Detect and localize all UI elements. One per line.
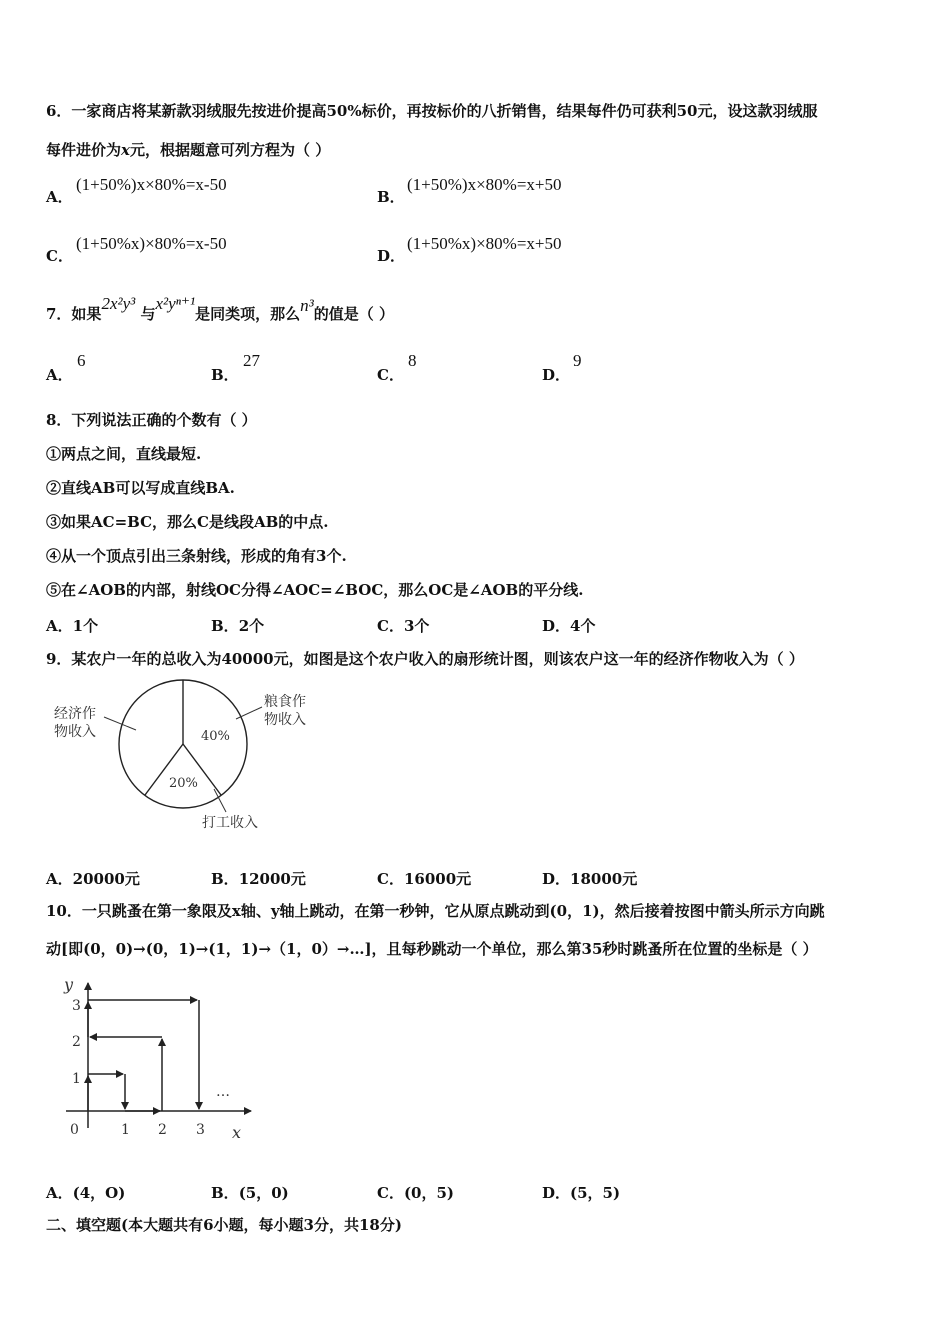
q7-option-b-label: B． (211, 366, 239, 384)
q6-option-c-formula: (1+50%x)×80%=x-50 (76, 234, 227, 253)
pie-leader-economic (104, 717, 136, 730)
y-axis-label: y (64, 975, 74, 994)
q8-option-d: D．4个 (542, 617, 596, 635)
pie-label-economic-1: 经济作 (54, 706, 96, 722)
y-tick-3: 3 (72, 998, 81, 1014)
q6-option-c-label: C． (46, 247, 73, 265)
pie-label-grain-1: 粮食作 (264, 694, 306, 710)
pie-pct-work: 20% (169, 776, 198, 791)
q7-stem: 7．如果2x²y³ 与x²yⁿ⁺¹是同类项，那么n³的值是（ ） (46, 294, 394, 323)
x-tick-2: 2 (158, 1122, 167, 1138)
q10-stem-line2: 动[即(0，0)→(0，1)→(1，1)→（1，0）→…]，且每秒跳动一个单位，那么第35秒时跳蚤所在位置的坐标是（ ） (46, 940, 818, 958)
q9-option-c: C．16000元 (377, 870, 472, 888)
q10-stem-line1: 10．一只跳蚤在第一象限及x轴、y轴上跳动，在第一秒钟，它从原点跳动到(0，1)，然后接着按图中箭头所示方向跳 (46, 902, 825, 920)
q6-stem-line1: 6．一家商店将某新款羽绒服先按进价提高50%标价，再按标价的八折销售，结果每件仍可获利50元，设这款羽绒服 (46, 102, 818, 120)
x-tick-3: 3 (196, 1122, 205, 1138)
q6-option-b-label: B． (377, 188, 405, 206)
section-2-heading: 二、填空题(本大题共有6小题，每小题3分，共18分) (46, 1216, 402, 1234)
q7-option-a-value: 6 (77, 351, 86, 370)
q8-option-a: A．1个 (46, 617, 99, 635)
pie-label-work: 打工收入 (202, 815, 258, 831)
q8-statement-2: ②直线AB可以写成直线BA. (46, 479, 235, 497)
origin-label: 0 (70, 1122, 79, 1138)
path-ellipsis: … (216, 1084, 230, 1100)
q7-option-d-label: D． (542, 366, 571, 384)
q8-statement-3: ③如果AC=BC，那么C是线段AB的中点. (46, 513, 329, 531)
pie-leader-grain (236, 707, 262, 719)
q6-stem-line2: 每件进价为x元，根据题意可列方程为（ ） (46, 141, 331, 159)
q6-option-d-label: D． (377, 247, 406, 265)
q6-option-a-label: A． (46, 188, 73, 206)
q8-option-c: C．3个 (377, 617, 430, 635)
q6-option-a-formula: (1+50%)x×80%=x-50 (76, 175, 227, 194)
q10-option-d: D．(5，5) (542, 1184, 621, 1202)
q9-stem: 9．某农户一年的总收入为40000元，如图是这个农户收入的扇形统计图，则该农户这一年的经济作物收入为（ ） (46, 650, 804, 668)
q8-option-b: B．2个 (211, 617, 265, 635)
q8-statement-4: ④从一个顶点引出三条射线，形成的角有3个. (46, 547, 347, 565)
q9-option-b: B．12000元 (211, 870, 306, 888)
q7-option-c-label: C． (377, 366, 404, 384)
x-axis-label: x (232, 1123, 242, 1142)
pie-label-grain-2: 物收入 (264, 712, 306, 728)
q6-option-b-formula: (1+50%)x×80%=x+50 (407, 175, 562, 194)
q7-option-d-value: 9 (573, 351, 582, 370)
x-tick-1: 1 (121, 1122, 130, 1138)
q8-statement-5: ⑤在∠AOB的内部，射线OC分得∠AOC=∠BOC，那么OC是∠AOB的平分线. (46, 581, 584, 599)
q10-option-b: B．(5，0) (211, 1184, 289, 1202)
q7-option-b-value: 27 (243, 351, 260, 370)
pie-pct-grain: 40% (201, 729, 230, 744)
q9-pie-chart (46, 672, 336, 837)
q8-stem: 8．下列说法正确的个数有（ ） (46, 411, 257, 429)
y-tick-1: 1 (72, 1071, 81, 1087)
q8-statement-1: ①两点之间，直线最短. (46, 445, 202, 463)
q9-option-d: D．18000元 (542, 870, 638, 888)
q7-option-c-value: 8 (408, 351, 417, 370)
q9-option-a: A．20000元 (46, 870, 140, 888)
q10-flea-path-graph (46, 968, 266, 1148)
y-tick-2: 2 (72, 1034, 81, 1050)
q10-option-a: A．(4，O) (46, 1184, 126, 1202)
q6-option-d-formula: (1+50%x)×80%=x+50 (407, 234, 562, 253)
pie-label-economic-2: 物收入 (54, 724, 96, 740)
q10-option-c: C．(0，5) (377, 1184, 455, 1202)
q7-option-a-label: A． (46, 366, 73, 384)
